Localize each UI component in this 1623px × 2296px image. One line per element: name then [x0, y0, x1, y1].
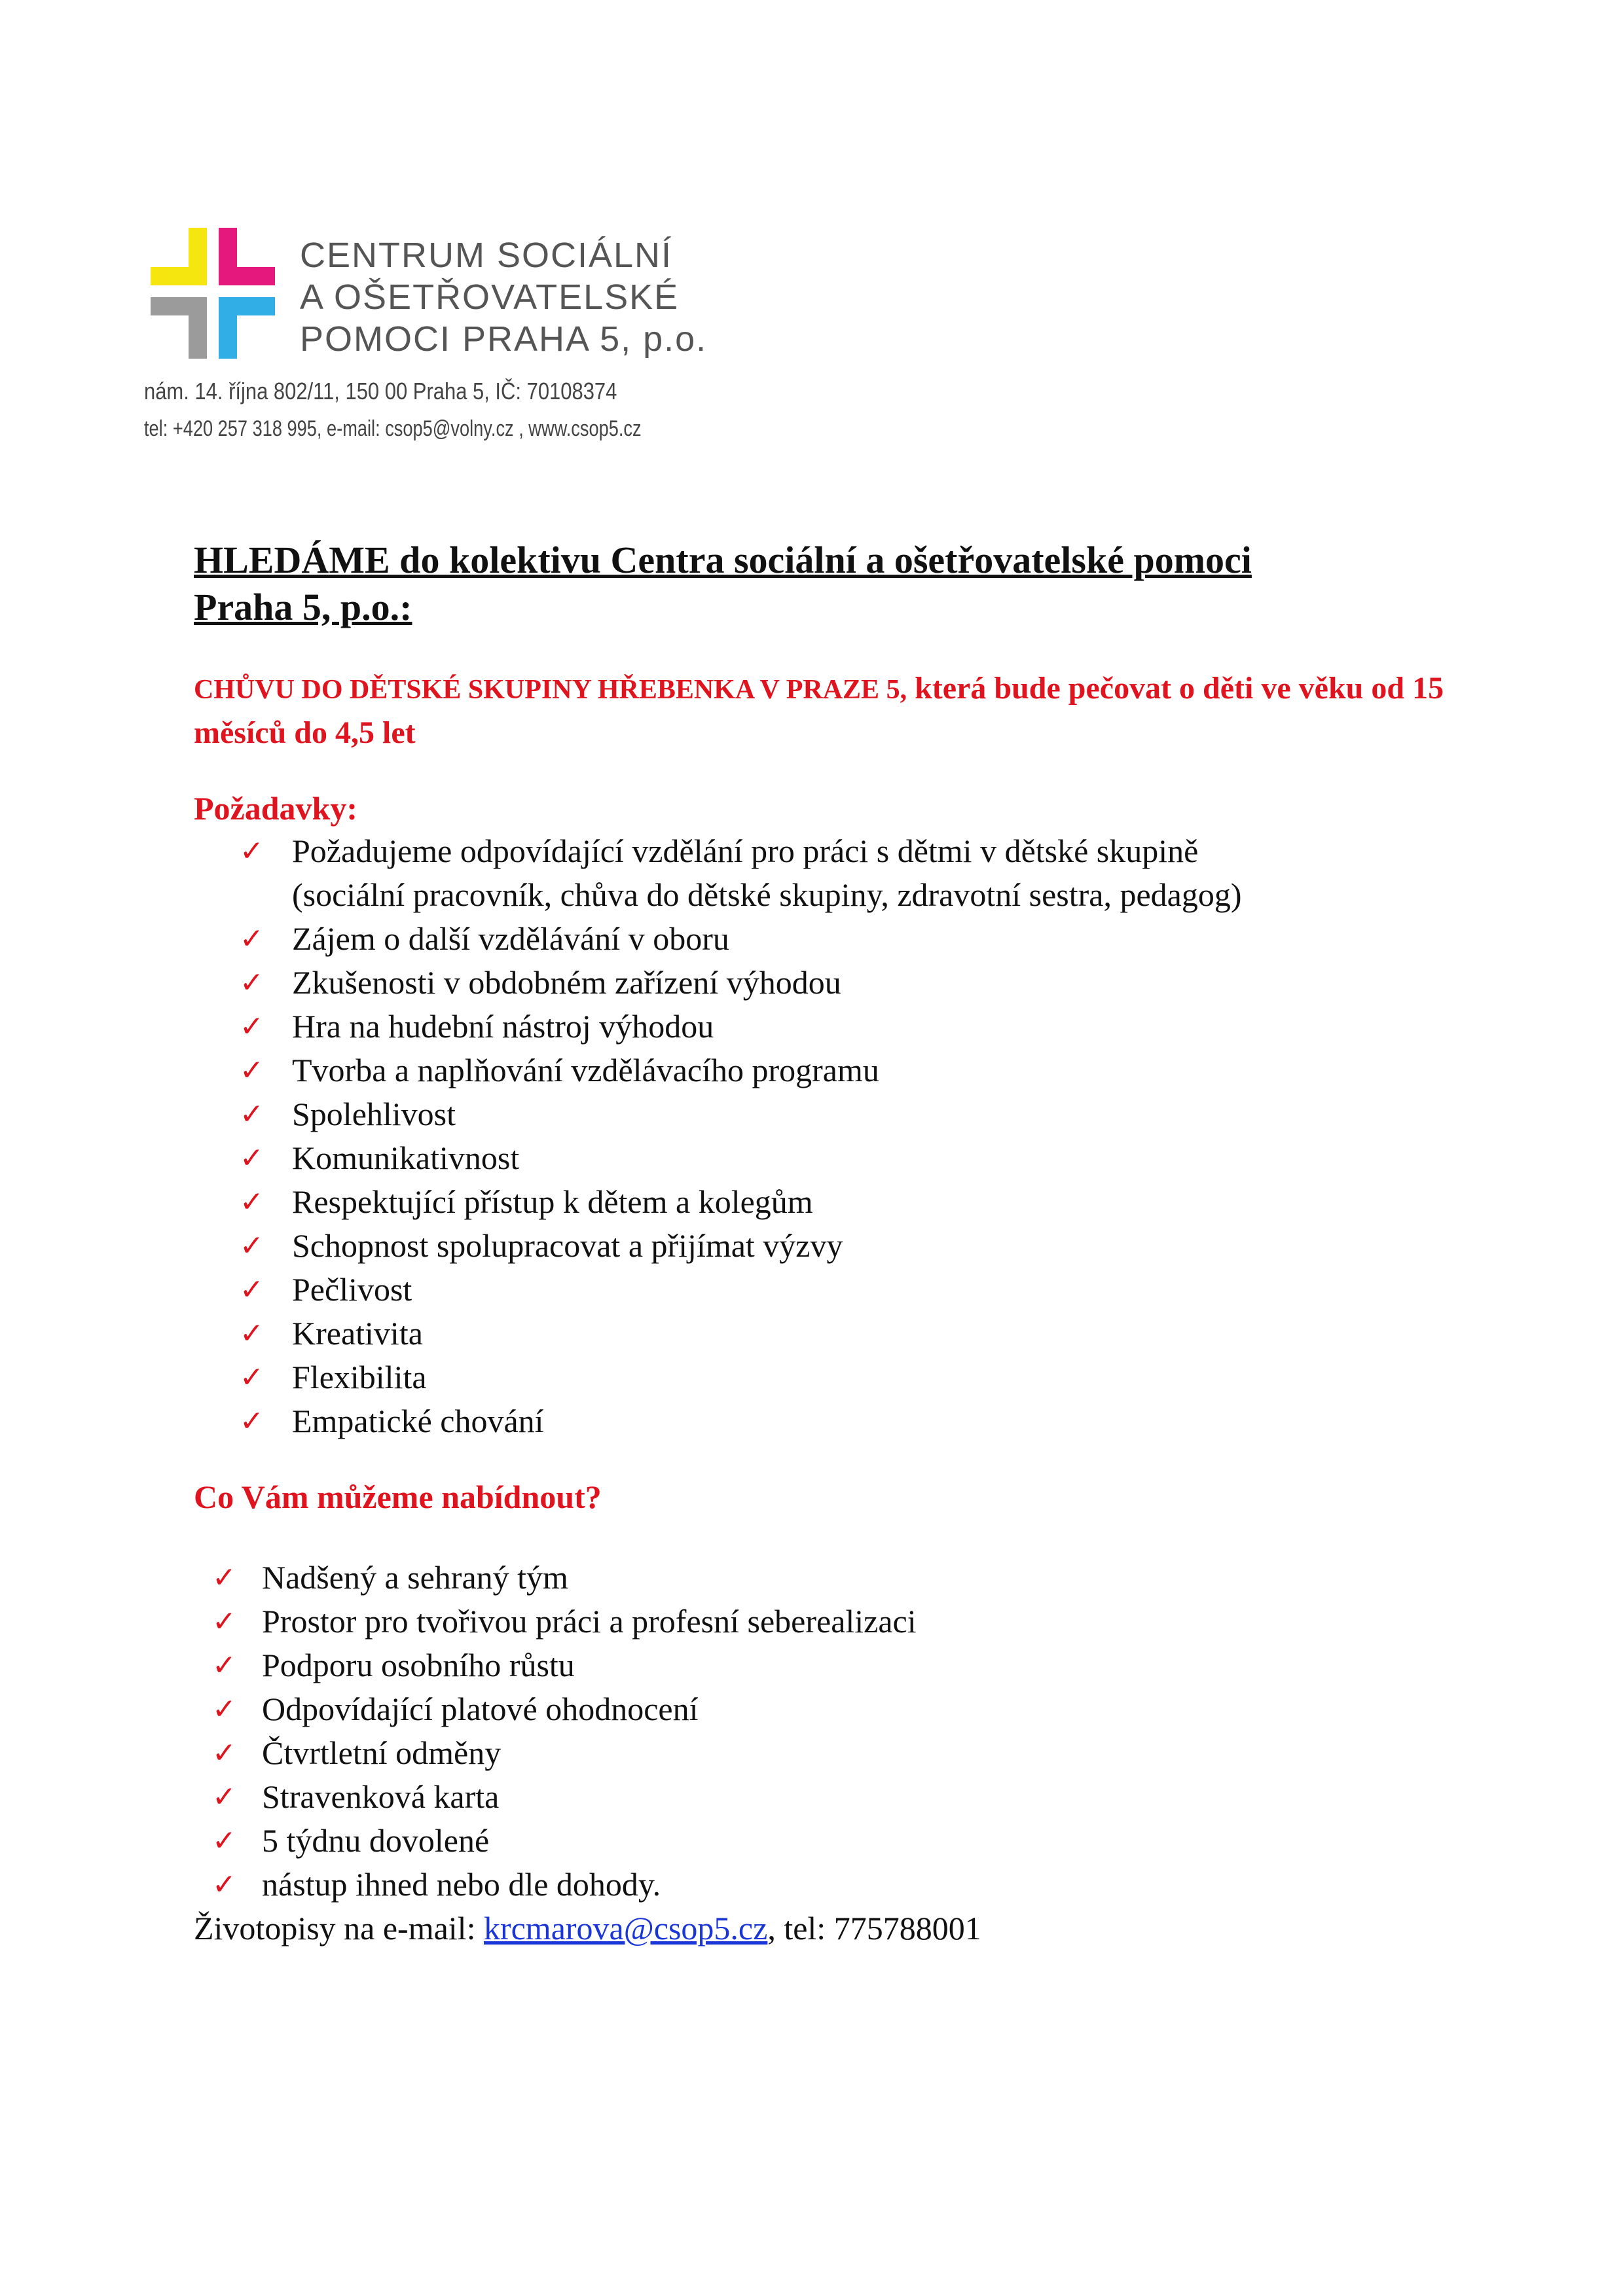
checkmark-icon: ✓ — [240, 1317, 264, 1350]
list-item — [194, 1556, 1477, 1600]
requirements-list — [194, 829, 1477, 1443]
cross-logo-icon — [151, 228, 282, 365]
list-item — [194, 1731, 1477, 1775]
list-item-text: Stravenková karta — [262, 1778, 500, 1815]
list-item — [194, 1092, 1477, 1136]
list-item — [194, 1355, 1477, 1399]
requirements-title: Požadavky: — [194, 790, 357, 827]
list-item-text: 5 týdnu dovolené — [262, 1822, 490, 1859]
list-item — [194, 829, 1477, 917]
list-item — [194, 1775, 1477, 1819]
list-item-text: nástup ihned nebo dle dohody. — [262, 1866, 661, 1903]
page-title-line: HLEDÁME do kolektivu Centra sociální a ošetřovatelské pomoci — [194, 539, 1252, 581]
list-item-text: Kreativita — [292, 1315, 423, 1352]
checkmark-icon: ✓ — [212, 1693, 236, 1726]
list-item — [194, 1224, 1477, 1268]
list-item-text: Hra na hudební nástroj výhodou — [292, 1008, 714, 1045]
list-item — [194, 1399, 1477, 1443]
logo-gray-piece — [151, 297, 207, 359]
offer-title: Co Vám můžeme nabídnout? — [194, 1479, 602, 1515]
list-item — [194, 1819, 1477, 1863]
list-item-text: Tvorba a naplňování vzdělávacího programu — [292, 1052, 879, 1088]
checkmark-icon: ✓ — [240, 1361, 264, 1394]
list-item-text: Flexibilita — [292, 1359, 427, 1395]
checkmark-icon: ✓ — [212, 1868, 236, 1901]
checkmark-icon: ✓ — [240, 1273, 264, 1306]
list-item-text: Zkušenosti v obdobném zařízení výhodou — [292, 964, 841, 1001]
list-item — [194, 961, 1477, 1005]
page-title — [194, 537, 1477, 631]
cv-contact — [194, 1907, 1477, 1950]
email-link[interactable]: krcmarova@csop5.cz — [483, 1910, 768, 1946]
list-item — [194, 1180, 1477, 1224]
offer-list — [194, 1556, 1477, 1907]
checkmark-icon: ✓ — [240, 966, 264, 999]
list-item-text: Zájem o další vzdělávání v oboru — [292, 920, 729, 957]
logo-yellow-piece — [151, 228, 207, 285]
organization-logo — [144, 228, 708, 457]
checkmark-icon: ✓ — [212, 1736, 236, 1770]
organization-name-line: A OŠETŘOVATELSKÉ — [300, 278, 680, 317]
job-posting — [194, 537, 1477, 1950]
list-item — [194, 1312, 1477, 1355]
list-item-text: (sociální pracovník, chůva do dětské skupiny, zdravotní sestra, pedagog) — [292, 876, 1242, 913]
cv-prefix: Životopisy na e-mail: — [194, 1910, 484, 1946]
list-item-text: Komunikativnost — [292, 1139, 520, 1176]
list-item — [194, 1136, 1477, 1180]
list-item-text: Čtvrtletní odměny — [262, 1734, 501, 1771]
position-description — [194, 667, 1477, 755]
organization-name — [300, 234, 707, 360]
checkmark-icon: ✓ — [240, 1141, 264, 1175]
list-item-text: Prostor pro tvořivou práci a profesní seberealizaci — [262, 1603, 917, 1640]
cv-phone: , tel: 775788001 — [767, 1910, 981, 1946]
list-item — [194, 1005, 1477, 1049]
list-item-text: Spolehlivost — [292, 1096, 456, 1132]
position-detail: která bude pečovat o děti ve věku od 15 měsíců do 4,5 let — [194, 671, 1444, 750]
list-item-text: Nadšený a sehraný tým — [262, 1559, 568, 1596]
list-item — [194, 917, 1477, 961]
checkmark-icon: ✓ — [212, 1605, 236, 1638]
checkmark-icon: ✓ — [212, 1780, 236, 1814]
checkmark-icon: ✓ — [240, 922, 264, 956]
organization-name-line: POMOCI PRAHA 5, p.o. — [300, 319, 708, 359]
position-name: CHŮVU DO DĚTSKÉ SKUPINY HŘEBENKA V PRAZE 5, — [194, 675, 907, 705]
organization-address: nám. 14. října 802/11, 150 00 Praha 5, IČ: 70108374 — [144, 378, 617, 404]
checkmark-icon: ✓ — [212, 1649, 236, 1682]
list-item — [194, 1600, 1477, 1643]
list-item-text: Požadujeme odpovídající vzdělání pro práci s dětmi v dětské skupině — [292, 833, 1199, 869]
checkmark-icon: ✓ — [212, 1824, 236, 1857]
checkmark-icon: ✓ — [240, 1229, 264, 1263]
checkmark-icon: ✓ — [240, 1098, 264, 1131]
list-item — [194, 1863, 1477, 1907]
organization-name-line: CENTRUM SOCIÁLNÍ — [300, 236, 673, 275]
list-item-text: Empatické chování — [292, 1403, 544, 1439]
list-item — [194, 1049, 1477, 1092]
page-title-line: Praha 5, p.o.: — [194, 586, 412, 628]
logo-magenta-piece — [219, 228, 275, 285]
list-item-text: Podporu osobního růstu — [262, 1647, 575, 1683]
list-item — [194, 1268, 1477, 1312]
list-item-text: Schopnost spolupracovat a přijímat výzvy — [292, 1227, 843, 1264]
checkmark-icon: ✓ — [240, 834, 264, 868]
checkmark-icon: ✓ — [240, 1185, 264, 1219]
list-item-text: Respektující přístup k dětem a kolegům — [292, 1183, 813, 1220]
list-item — [194, 1687, 1477, 1731]
organization-contact: tel: +420 257 318 995, e-mail: csop5@volny.cz , www.csop5.cz — [144, 416, 642, 441]
logo-cyan-piece — [219, 297, 275, 359]
list-item-text: Odpovídající platové ohodnocení — [262, 1691, 699, 1727]
checkmark-icon: ✓ — [240, 1405, 264, 1438]
checkmark-icon: ✓ — [240, 1010, 264, 1043]
checkmark-icon: ✓ — [240, 1054, 264, 1087]
list-item-text: Pečlivost — [292, 1271, 412, 1308]
checkmark-icon: ✓ — [212, 1561, 236, 1594]
list-item — [194, 1643, 1477, 1687]
